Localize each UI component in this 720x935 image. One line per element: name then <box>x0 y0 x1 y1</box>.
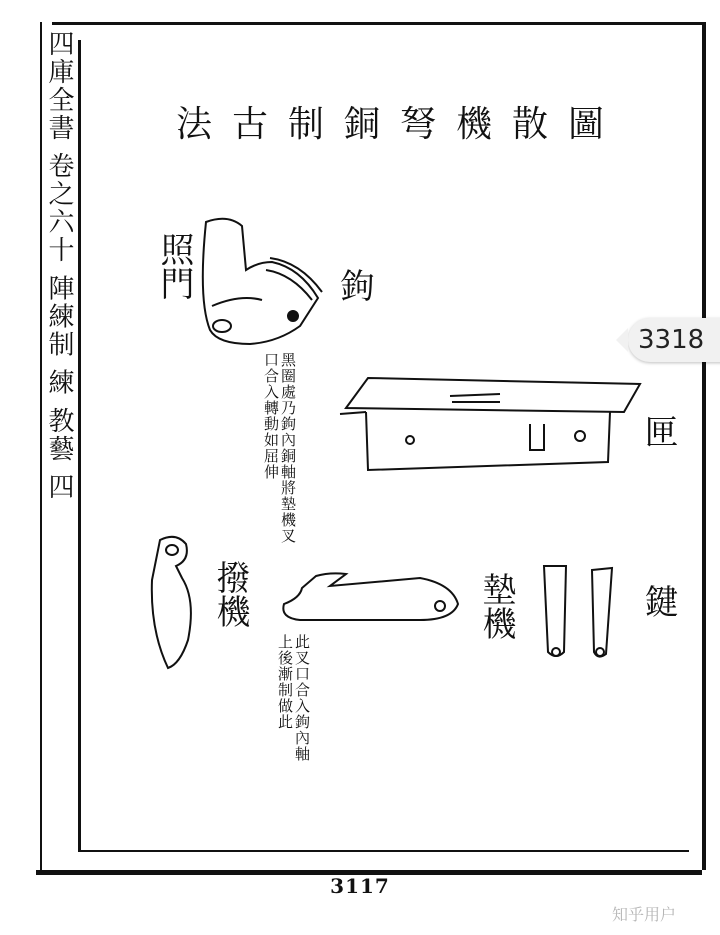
page-badge[interactable]: 3318 <box>628 318 720 362</box>
zhaomen-gou-part <box>203 219 322 344</box>
label-boji: 撥機 <box>210 560 250 628</box>
page-number: 3117 <box>330 874 390 898</box>
boji-part <box>152 537 191 668</box>
label-xia: 匣 <box>638 414 678 448</box>
label-gou: 鉤 <box>334 268 374 302</box>
page-title: 法古制銅弩機散圖 <box>175 104 624 145</box>
dianji-part <box>283 573 458 620</box>
label-jian: 鍵 <box>638 584 678 618</box>
note-upper: 黑圈處乃鉤內銅軸將墊機叉口合入轉動如屈伸 <box>262 352 297 544</box>
label-dianji: 墊機 <box>476 572 516 640</box>
note-lower: 此叉口合入鉤內軸上後漸制做此 <box>276 634 311 762</box>
label-zhaomen: 照門 <box>154 232 194 300</box>
jian-parts <box>544 566 612 657</box>
watermark: 知乎用户 <box>612 905 677 924</box>
spine-text: 四庫全書 卷之六十 陣練制 練 教藝 四 <box>44 30 74 502</box>
xia-part <box>340 378 640 470</box>
